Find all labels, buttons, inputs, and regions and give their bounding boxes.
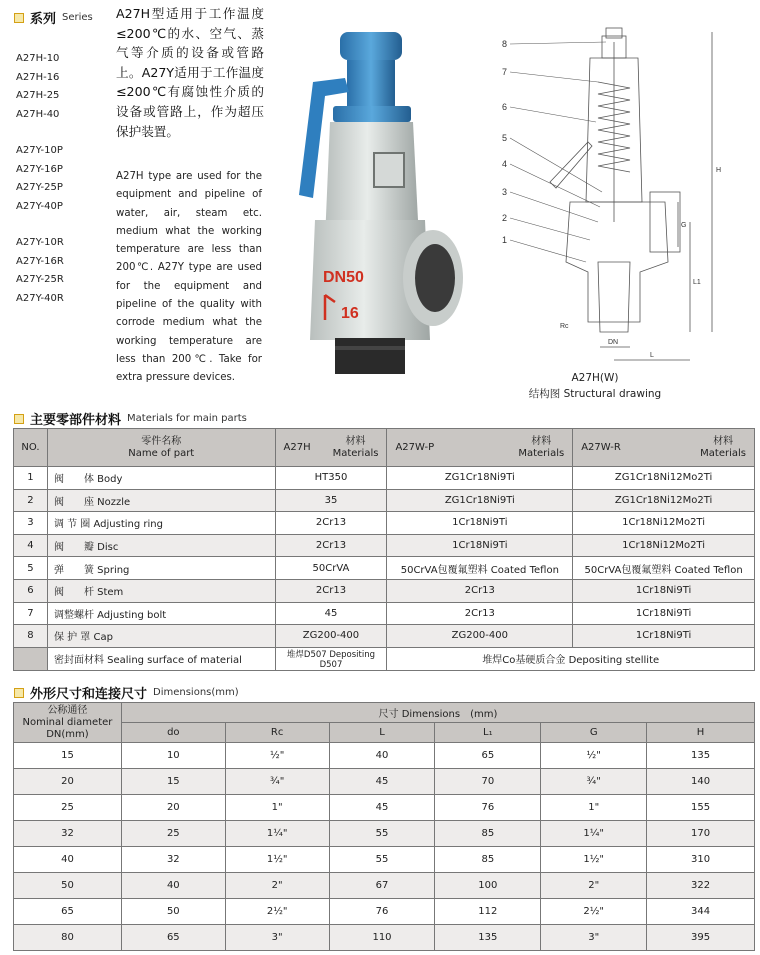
cell-no: 8 [14, 625, 48, 648]
cell-a27w-r: 50CrVA包覆氟塑料 Coated Teflon [573, 557, 755, 580]
cell-do: 65 [121, 925, 225, 951]
table-row [14, 821, 755, 847]
square-bullet-icon [14, 414, 24, 424]
callout-label: 1 [502, 235, 508, 245]
callout-label: 3 [502, 187, 508, 197]
callout-label: 8 [502, 39, 508, 49]
cell-no: 3 [14, 512, 48, 535]
table-row [14, 625, 755, 648]
cell-a27w-r: 1Cr18Ni9Ti [573, 625, 755, 648]
cell-no: 2 [14, 489, 48, 512]
cell-do: 40 [121, 873, 225, 899]
cell-part: 弹 簧 Spring [47, 557, 275, 580]
mat-label-cn: 材料 [713, 435, 734, 447]
cell-l: 45 [329, 795, 435, 821]
dim-label-rc: Rc [560, 323, 569, 330]
col-header-do: do [121, 723, 225, 743]
cell-a27w-r: 1Cr18Ni9Ti [573, 602, 755, 625]
cell-rc: 2½" [225, 899, 329, 925]
cell-do: 10 [121, 743, 225, 769]
cell-no: 1 [14, 467, 48, 490]
cell-part: 调整螺杆 Adjusting bolt [47, 602, 275, 625]
model-list [16, 50, 64, 308]
cell-l: 76 [329, 899, 435, 925]
cell-h: 344 [647, 899, 755, 925]
cell-no: 5 [14, 557, 48, 580]
callout-label: 5 [502, 133, 508, 143]
cell-a27w-p: 1Cr18Ni9Ti [387, 512, 573, 535]
cell-a27w-r: ZG1Cr18Ni12Mo2Ti [573, 467, 755, 490]
col-header-l: L [329, 723, 435, 743]
table-row [14, 467, 755, 490]
cell-do: 25 [121, 821, 225, 847]
cell-do: 15 [121, 769, 225, 795]
cell-g: 1" [541, 795, 647, 821]
cell-a27h: 50CrVA [275, 557, 387, 580]
cell-h: 155 [647, 795, 755, 821]
model-item: A27Y-25P [16, 182, 63, 193]
table-row [14, 512, 755, 535]
drawing-caption [490, 370, 700, 402]
series-heading [14, 8, 93, 27]
cell-a27h: 2Cr13 [275, 512, 387, 535]
nominal-label-en: Nominal diameter [22, 716, 113, 728]
model-item: A27Y-10P [16, 145, 63, 156]
cell-a27w-p: 1Cr18Ni9Ti [387, 534, 573, 557]
col-header-part-cn: 零件名称 [141, 435, 182, 447]
cell-part: 阀 杆 Stem [47, 579, 275, 602]
table-row [14, 557, 755, 580]
model-item: A27H-25 [16, 90, 60, 101]
cell-part: 阀 体 Body [47, 467, 275, 490]
cell-dn: 40 [14, 847, 122, 873]
cell-dn: 80 [14, 925, 122, 951]
caption-text: 结构图 Structural drawing [528, 388, 662, 400]
col-header-g: G [541, 723, 647, 743]
callout-label: 4 [502, 159, 508, 169]
cell-dn: 20 [14, 769, 122, 795]
model-item: A27H-10 [16, 53, 60, 64]
cell-a27w-r: 1Cr18Ni12Mo2Ti [573, 534, 755, 557]
dimensions-heading-cn: 外形尺寸和连接尺寸 [30, 687, 148, 702]
cell-g: 1½" [541, 847, 647, 873]
description-cn: A27H型适用于工作温度≤200℃的水、空气、蒸气等介质的设备或管路上。A27Y适用于工作温度≤200℃有腐蚀性介质的设备或管路上，作为超压保护装置。 [116, 6, 264, 139]
cell-no: 7 [14, 602, 48, 625]
cell-part: 阀 瓣 Disc [47, 534, 275, 557]
dim-label-l1: L1 [693, 279, 701, 286]
valve-photo [285, 20, 470, 380]
cell-l1: 135 [435, 925, 541, 951]
model-item: A27Y-40R [16, 292, 64, 304]
cell-h: 395 [647, 925, 755, 951]
model-item: A27Y-25R [16, 274, 64, 285]
cell-dn: 25 [14, 795, 122, 821]
materials-heading [14, 409, 247, 428]
cell-a27w-p: 2Cr13 [387, 602, 573, 625]
cell-rc: 3" [225, 925, 329, 951]
cell-a27w-p: ZG200-400 [387, 625, 573, 648]
cell-dn: 65 [14, 899, 122, 925]
table-row [14, 743, 755, 769]
cell-part: 密封面材料 Sealing surface of material [47, 647, 275, 670]
cell-a27h: ZG200-400 [275, 625, 387, 648]
mat-label-en: Materials [332, 447, 379, 459]
cell-l: 45 [329, 769, 435, 795]
table-row [14, 534, 755, 557]
col-header-h: H [647, 723, 755, 743]
nominal-label-cn: 公称通径 [47, 704, 88, 716]
table-row [14, 925, 755, 951]
dim-label-l: L [650, 352, 654, 359]
cell-part: 阀 座 Nozzle [47, 489, 275, 512]
pn-marking: 16 [341, 305, 359, 322]
cell-a27w-p: ZG1Cr18Ni9Ti [387, 489, 573, 512]
model-item: A27H-16 [16, 71, 60, 83]
col-header-a27w-r [573, 429, 755, 467]
col-header-rc: Rc [225, 723, 329, 743]
cell-l: 110 [329, 925, 435, 951]
cell-a27w-pr: 堆焊Co基硬质合金 Depositing stellite [387, 647, 755, 670]
cell-l1: 76 [435, 795, 541, 821]
cell-l: 67 [329, 873, 435, 899]
square-bullet-icon [14, 688, 24, 698]
col-header-l1: L₁ [435, 723, 541, 743]
series-heading-cn: 系列 [30, 12, 57, 27]
model-item: A27Y-16R [16, 255, 64, 267]
cell-g: 3" [541, 925, 647, 951]
cell-a27h: 2Cr13 [275, 579, 387, 602]
col-header-no: NO. [14, 429, 48, 467]
cell-do: 50 [121, 899, 225, 925]
col-header-part [47, 429, 275, 467]
model-item: A27Y-40P [16, 200, 63, 212]
col-header-a27w-p [387, 429, 573, 467]
cell-g: ¾" [541, 769, 647, 795]
materials-heading-cn: 主要零部件材料 [30, 413, 122, 428]
cell-h: 322 [647, 873, 755, 899]
square-bullet-icon [14, 13, 24, 23]
mat-label-en: Materials [700, 447, 746, 459]
dimensions-heading-en: Dimensions(mm) [153, 687, 239, 698]
cell-a27h: 堆焊D507 Depositing D507 [275, 647, 387, 670]
callout-label: 2 [502, 213, 508, 223]
model-item: A27H-40 [16, 108, 60, 120]
dn-marking: DN50 [323, 269, 364, 286]
mat-label-cn: 材料 [345, 435, 366, 447]
series-heading-en: Series [62, 12, 93, 23]
cell-rc: ½" [225, 743, 329, 769]
table-row [14, 899, 755, 925]
cell-part: 保 护 罩 Cap [47, 625, 275, 648]
cell-l: 40 [329, 743, 435, 769]
cell-h: 135 [647, 743, 755, 769]
cell-no: 4 [14, 534, 48, 557]
cell-do: 20 [121, 795, 225, 821]
callout-label: 7 [502, 67, 508, 77]
cell-l1: 65 [435, 743, 541, 769]
table-row [14, 873, 755, 899]
table-row [14, 602, 755, 625]
description-en: A27H type are used for the equipment and pipeline of water, air, steam etc. medium what the working temperature are less than 200℃. A27Y type are used for the equipment and pipeline of the quality with corrode medium what the working temperature are less than 200℃. Take for extra pressure devices. [116, 171, 262, 384]
cell-g: ½" [541, 743, 647, 769]
cell-rc: 1½" [225, 847, 329, 873]
cell-l1: 112 [435, 899, 541, 925]
caption-model: A27H(W) [571, 372, 619, 384]
dimensions-table [13, 702, 755, 951]
model-item: A27Y-10R [16, 237, 64, 248]
model-item: A27Y-16P [16, 163, 63, 175]
table-row [14, 579, 755, 602]
cell-do: 32 [121, 847, 225, 873]
cell-l1: 70 [435, 769, 541, 795]
model-label: A27H [283, 441, 311, 453]
cell-a27h: HT350 [275, 467, 387, 490]
cell-g: 2½" [541, 899, 647, 925]
cell-part: 调 节 圈 Adjusting ring [47, 512, 275, 535]
cell-h: 140 [647, 769, 755, 795]
cell-l1: 85 [435, 847, 541, 873]
cell-no [14, 647, 48, 670]
cell-a27w-p: ZG1Cr18Ni9Ti [387, 467, 573, 490]
cell-a27w-r: 1Cr18Ni9Ti [573, 579, 755, 602]
table-row [14, 795, 755, 821]
model-label: A27W-R [581, 441, 621, 453]
dim-label-h: H [716, 167, 722, 174]
cell-rc: 1" [225, 795, 329, 821]
col-header-a27h [275, 429, 387, 467]
table-row [14, 847, 755, 873]
table-row-sealing [14, 647, 755, 670]
materials-table [13, 428, 755, 671]
cell-h: 170 [647, 821, 755, 847]
cell-a27w-p: 2Cr13 [387, 579, 573, 602]
cell-a27w-r: ZG1Cr18Ni12Mo2Ti [573, 489, 755, 512]
model-label: A27W-P [395, 441, 435, 453]
nominal-label-unit: DN(mm) [46, 728, 89, 740]
cell-dn: 50 [14, 873, 122, 899]
cell-h: 310 [647, 847, 755, 873]
cell-g: 2" [541, 873, 647, 899]
mat-label-cn: 材料 [531, 435, 552, 447]
cell-l: 55 [329, 821, 435, 847]
cell-l1: 100 [435, 873, 541, 899]
dim-label-dn: DN [608, 339, 619, 346]
col-header-nominal [14, 703, 122, 743]
table-row [14, 769, 755, 795]
structural-drawing [490, 22, 740, 367]
cell-dn: 32 [14, 821, 122, 847]
mat-label-en: Materials [518, 447, 565, 459]
cell-a27w-r: 1Cr18Ni12Mo2Ti [573, 512, 755, 535]
col-header-dimensions: 尺寸 Dimensions (mm) [121, 703, 754, 723]
cell-rc: 1¼" [225, 821, 329, 847]
cell-dn: 15 [14, 743, 122, 769]
cell-a27h: 35 [275, 489, 387, 512]
cell-rc: 2" [225, 873, 329, 899]
cell-rc: ¾" [225, 769, 329, 795]
dimensions-heading [14, 683, 239, 702]
dim-label-g: G [681, 222, 687, 229]
materials-heading-en: Materials for main parts [127, 413, 247, 424]
cell-no: 6 [14, 579, 48, 602]
col-header-part-en: Name of part [128, 447, 195, 459]
callout-label: 6 [502, 102, 508, 112]
cell-a27h: 2Cr13 [275, 534, 387, 557]
cell-l: 55 [329, 847, 435, 873]
table-row [14, 489, 755, 512]
cell-l1: 85 [435, 821, 541, 847]
cell-a27w-p: 50CrVA包覆氟塑料 Coated Teflon [387, 557, 573, 580]
cell-a27h: 45 [275, 602, 387, 625]
cell-g: 1¼" [541, 821, 647, 847]
